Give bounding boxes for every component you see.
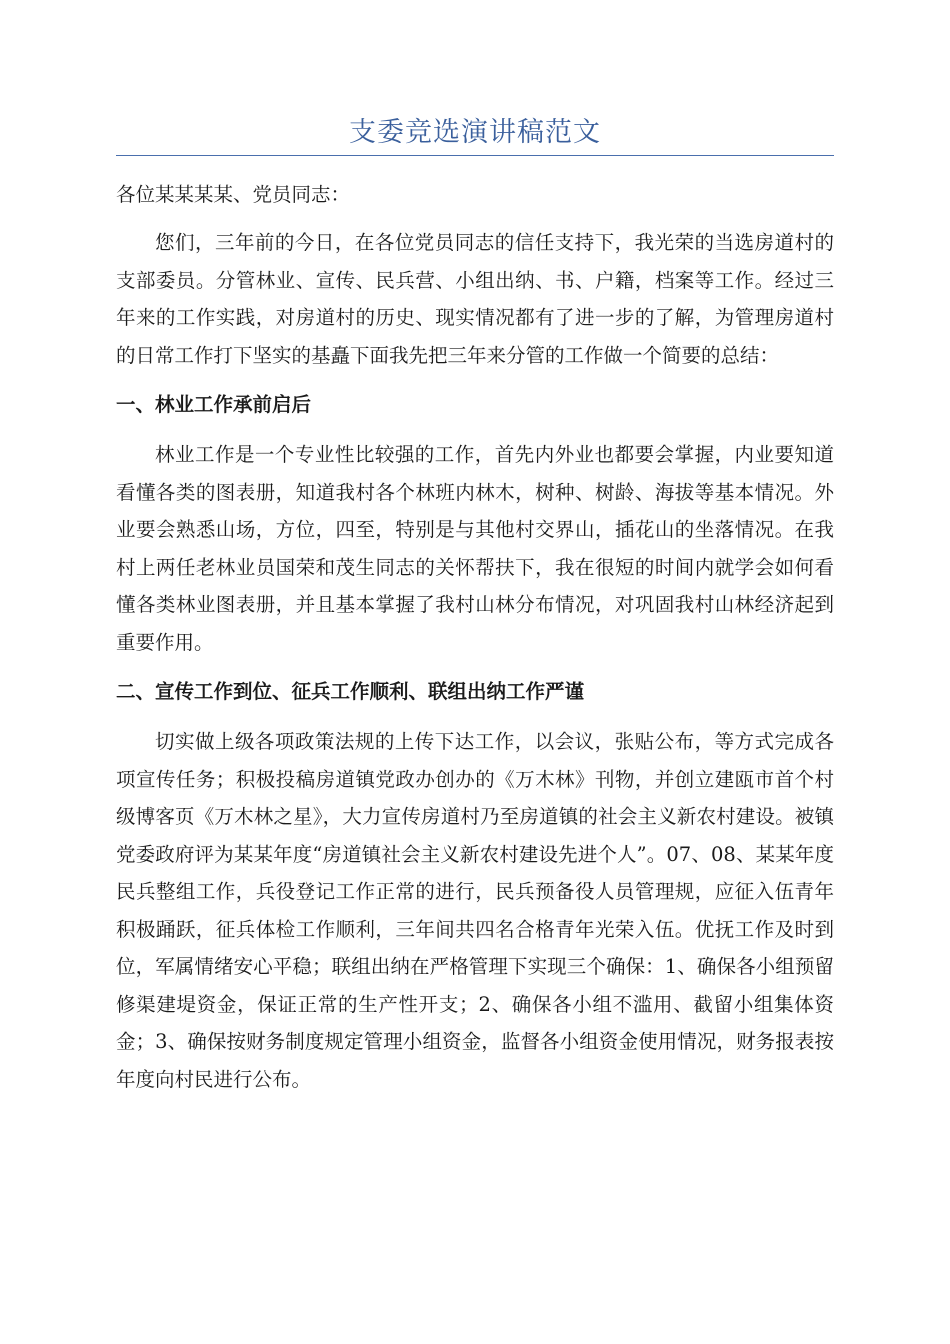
section-body-forestry: 林业工作是一个专业性比较强的工作，首先内外业也都要会掌握，内业要知道看懂各类的图表册，知道我村各个林班内林木，树种、树龄、海拔等基本情况。外业要会熟悉山场，方位，四至，特别是与其他村交界山，插花山的坐落情况。在我村上两任老林业员国荣和茂生同志的关怀帮扶下，我在很短的时间内就学会如何看懂各类林业图表册，并且基本掌握了我村山林分布情况，对巩固我村山林经济起到重要作用。 — [116, 443, 834, 654]
section-heading-publicity: 二、宣传工作到位、征兵工作顺利、联组出纳工作严谨 — [116, 680, 585, 703]
intro-paragraph: 您们，三年前的今日，在各位党员同志的信任支持下，我光荣的当选房道村的支部委员。分管林业、宣传、民兵营、小组出纳、书、户籍，档案等工作。经过三年来的工作实践，对房道村的历史、现实情况都有了进一步的了解，为管理房道村的日常工作打下坚实的基矗下面我先把三年来分管的工作做一个简要的总结： — [116, 231, 834, 367]
salutation: 各位某某某某、党员同志： — [116, 183, 351, 206]
document-page — [116, 0, 834, 1098]
section-body-publicity: 切实做上级各项政策法规的上传下达工作，以会议，张贴公布，等方式完成各项宣传任务；积极投稿房道镇党政办创办的《万木林》刊物，并创立建瓯市首个村级博客页《万木林之星》，大力宣传房道村乃至房道镇的社会主义新农村建设。被镇党委政府评为某某年度“房道镇社会主义新农村建设先进个人”。07、08、某某年度民兵整组工作，兵役登记工作正常的进行，民兵预备役人员管理规，应征入伍青年积极踊跃，征兵体检工作顺利，三年间共四名合格青年光荣入伍。优抚工作及时到位，军属情绪安心平稳；联组出纳在严格管理下实现三个确保：1、确保各小组预留修渠建堤资金，保证正常的生产性开支；2、确保各小组不滥用、截留小组集体资金；3、确保按财务制度规定管理小组资金，监督各小组资金使用情况，财务报表按年度向村民进行公布。 — [116, 730, 834, 1091]
title-underline — [116, 155, 834, 156]
section-heading-forestry: 一、林业工作承前启后 — [116, 393, 312, 416]
document-title: 支委竞选演讲稿范文 — [349, 117, 601, 148]
